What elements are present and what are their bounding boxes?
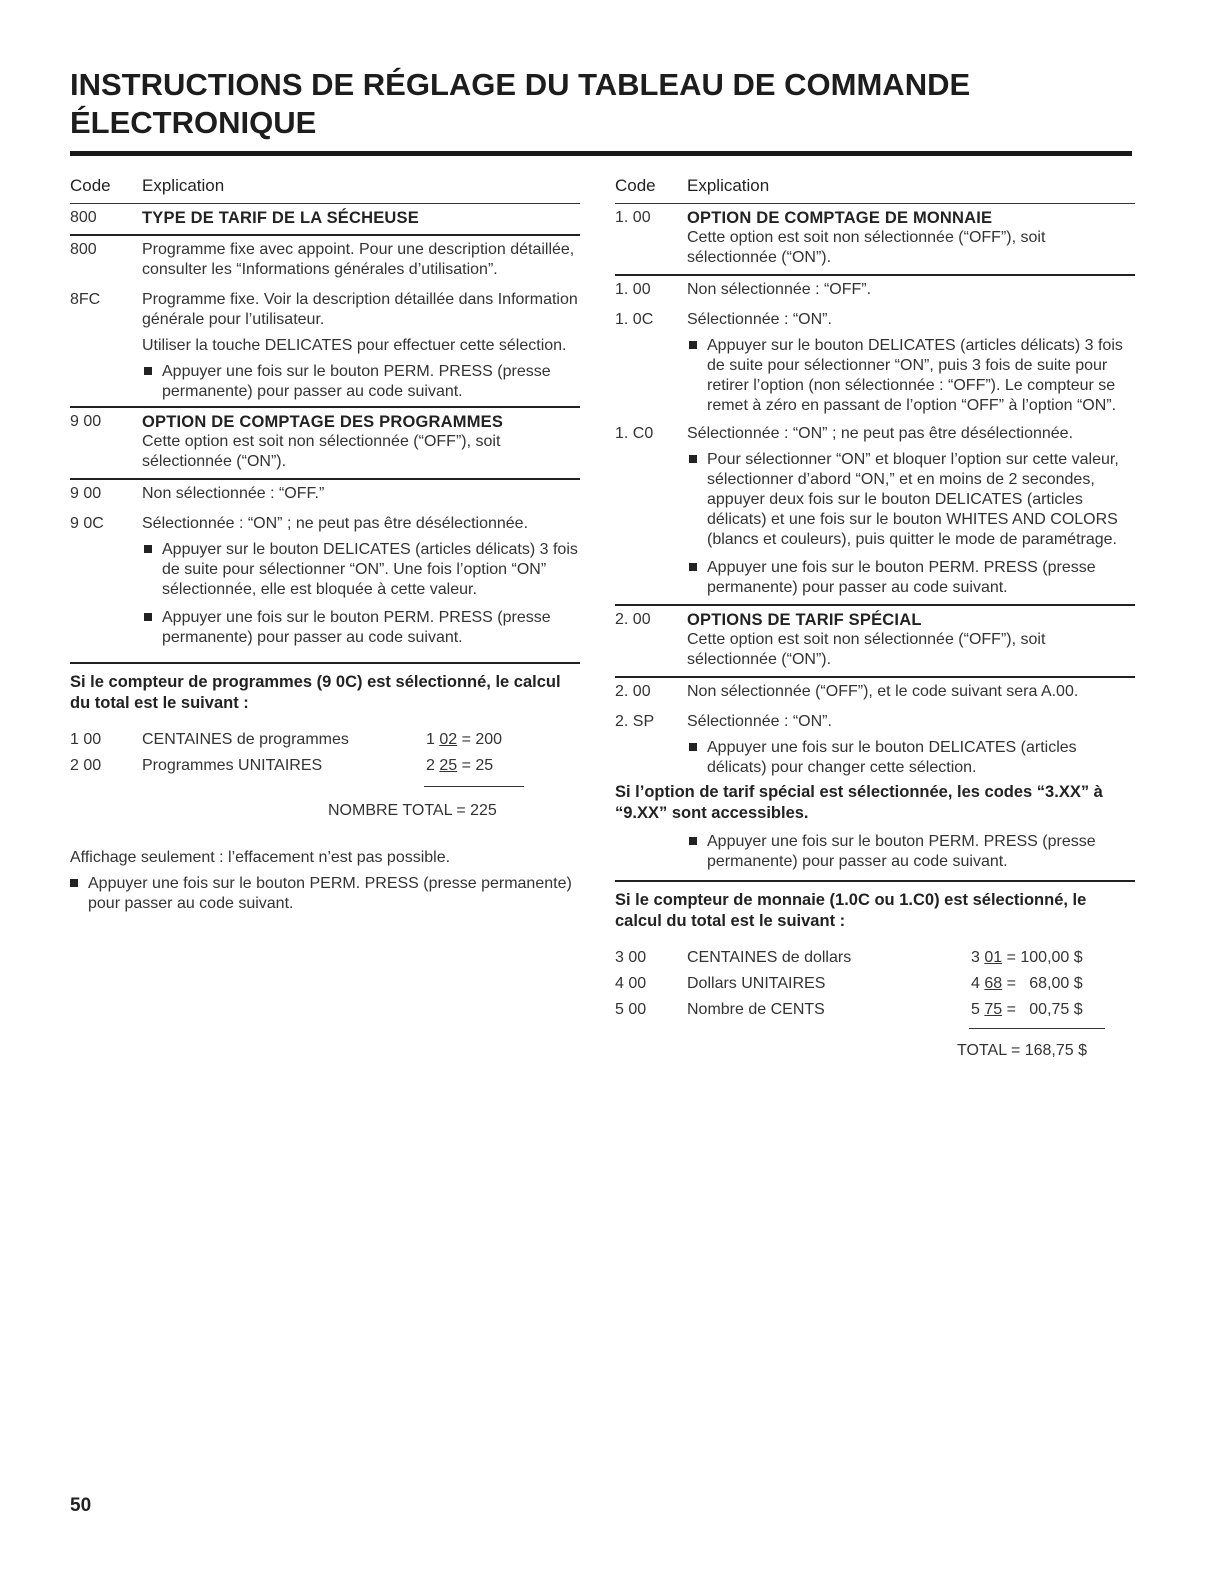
bullet-text: Appuyer une fois sur le bouton PERM. PRESS (presse permanente) pour passer au code suivant. — [88, 875, 572, 912]
section-code: 800 — [70, 209, 97, 226]
row-text: Sélectionnée : “ON” ; ne peut pas être désélectionnée. — [687, 425, 1074, 442]
note-bullet-row — [615, 828, 1135, 872]
left-table-header — [70, 176, 580, 203]
row-code: 1. 00 — [615, 281, 651, 298]
title-line-1: INSTRUCTIONS DE RÉGLAGE DU TABLEAU DE COMMANDE — [70, 67, 971, 102]
divider — [615, 203, 1135, 204]
divider — [615, 274, 1135, 276]
calc-row — [70, 756, 580, 776]
divider — [615, 604, 1135, 606]
bullet-text: Appuyer une fois sur le bouton PERM. PRESS (presse permanente) pour passer au code suivant. — [162, 363, 551, 400]
bullet-item — [687, 558, 1135, 598]
section-100 — [615, 208, 1135, 268]
calc-label: Nombre de CENTS — [687, 1001, 825, 1018]
section-code: 2. 00 — [615, 611, 651, 628]
divider — [70, 662, 580, 664]
bullet-text: Appuyer sur le bouton DELICATES (articles délicats) 3 fois de suite pour sélectionner “ON”, puis 3 fois de suite pour retirer l’option (non sélectionnée : “OFF”). Le compteur se remet à zéro en passant de l’option “OFF” à l’option “ON”. — [707, 337, 1123, 414]
calc-total: NOMBRE TOTAL = 225 — [328, 802, 497, 819]
calc-row — [615, 974, 1135, 994]
calc-row — [615, 948, 1135, 968]
section-description: Cette option est soit non sélectionnée (“OFF”), soit sélectionnée (“ON”). — [687, 229, 1046, 266]
bullet-square-icon — [689, 455, 697, 463]
bullet-item — [687, 450, 1135, 550]
calc-code: 2 00 — [70, 757, 102, 774]
calc-code: 1 00 — [70, 731, 102, 748]
divider — [615, 676, 1135, 678]
page-title — [70, 66, 1130, 142]
bullet-text: Appuyer une fois sur le bouton DELICATES (articles délicats) pour changer cette sélection. — [707, 739, 1077, 776]
bullet-square-icon — [689, 563, 697, 571]
divider — [70, 406, 580, 408]
bullet-text: Appuyer une fois sur le bouton PERM. PRESS (presse permanente) pour passer au code suivant. — [707, 833, 1096, 870]
section-title: OPTIONS DE TARIF SPÉCIAL — [687, 611, 922, 629]
bullet-square-icon — [144, 367, 152, 375]
row-100 — [615, 280, 1135, 306]
calculation-table — [615, 948, 1135, 1068]
calc-value: 3 01 = 100,00 $ — [971, 949, 1083, 966]
calc-code: 3 00 — [615, 949, 647, 966]
header-code: Code — [615, 176, 656, 195]
row-1c0 — [615, 424, 1135, 598]
bullet-square-icon — [144, 613, 152, 621]
right-column — [615, 176, 1135, 1068]
bullet-item — [687, 336, 1135, 416]
section-code: 9 00 — [70, 413, 102, 430]
bullet-item — [142, 608, 580, 648]
calculation-table — [70, 730, 580, 840]
bullet-item — [142, 362, 580, 402]
bullet-item — [70, 874, 580, 914]
row-10c — [615, 310, 1135, 416]
row-text: Sélectionnée : “ON” ; ne peut pas être désélectionnée. — [142, 515, 529, 532]
calculation-note: Si le compteur de monnaie (1.0C ou 1.C0) est sélectionné, le calcul du total est le suivant : — [615, 891, 1087, 930]
calc-code: 4 00 — [615, 975, 647, 992]
header-explication: Explication — [142, 176, 225, 195]
page-number: 50 — [70, 1495, 92, 1516]
row-text: Non sélectionnée : “OFF.” — [142, 485, 325, 502]
row-text: Programme fixe. Voir la description détaillée dans Information générale pour l’utilisateur. — [142, 291, 578, 328]
bullet-square-icon — [689, 743, 697, 751]
row-code: 2. SP — [615, 713, 655, 730]
bullet-square-icon — [689, 837, 697, 845]
bullet-square-icon — [144, 545, 152, 553]
bullet-item — [687, 832, 1135, 872]
divider — [70, 203, 580, 204]
section-description: Cette option est soit non sélectionnée (“OFF”), soit sélectionnée (“ON”). — [142, 433, 501, 470]
section-200 — [615, 610, 1135, 670]
right-table-header — [615, 176, 1135, 203]
row-code: 9 00 — [70, 485, 102, 502]
section-code: 1. 00 — [615, 209, 651, 226]
row-90c — [70, 514, 580, 648]
divider — [70, 234, 580, 236]
row-text: Utiliser la touche DELICATES pour effectuer cette sélection. — [142, 337, 567, 354]
sum-line — [969, 1028, 1105, 1029]
row-code: 1. C0 — [615, 425, 654, 442]
row-code: 1. 0C — [615, 311, 654, 328]
calculation-note: Si le compteur de programmes (9 0C) est sélectionné, le calcul du total est le suivant : — [70, 673, 561, 712]
header-explication: Explication — [687, 176, 770, 195]
sum-line — [424, 786, 524, 787]
section-title: TYPE DE TARIF DE LA SÉCHEUSE — [142, 209, 419, 227]
title-line-2: ÉLECTRONIQUE — [70, 105, 317, 140]
calc-row — [70, 730, 580, 750]
calc-total: TOTAL = 168,75 $ — [957, 1042, 1088, 1059]
row-2sp — [615, 712, 1135, 778]
bullet-item — [142, 540, 580, 600]
bullet-text: Appuyer une fois sur le bouton PERM. PRESS (presse permanente) pour passer au code suivant. — [162, 609, 551, 646]
calc-value: 5 75 = 00,75 $ — [971, 1001, 1083, 1018]
row-text: Non sélectionnée : “OFF”. — [687, 281, 872, 298]
section-title: OPTION DE COMPTAGE DE MONNAIE — [687, 209, 993, 227]
calc-label: Dollars UNITAIRES — [687, 975, 826, 992]
section-900 — [70, 412, 580, 472]
section-800 — [70, 208, 580, 228]
row-text: Non sélectionnée (“OFF”), et le code suivant sera A.00. — [687, 683, 1079, 700]
calc-value: 1 02 = 200 — [426, 731, 503, 748]
calc-label: CENTAINES de dollars — [687, 949, 852, 966]
display-note: Affichage seulement : l’effacement n’est pas possible. — [70, 849, 451, 866]
bullet-square-icon — [70, 879, 78, 887]
row-code: 8FC — [70, 291, 101, 308]
row-text: Sélectionnée : “ON”. — [687, 713, 832, 730]
row-text: Sélectionnée : “ON”. — [687, 311, 832, 328]
section-title: OPTION DE COMPTAGE DES PROGRAMMES — [142, 413, 504, 431]
calc-label: CENTAINES de programmes — [142, 731, 349, 748]
row-code: 800 — [70, 241, 97, 258]
row-code: 2. 00 — [615, 683, 651, 700]
calc-label: Programmes UNITAIRES — [142, 757, 323, 774]
special-rate-note: Si l’option de tarif spécial est sélectionnée, les codes “3.XX” à “9.XX” sont accessibles. — [615, 783, 1103, 822]
calc-value: 2 25 = 25 — [426, 757, 494, 774]
row-text: Programme fixe avec appoint. Pour une description détaillée, consulter les “Informations générales d’utilisation”. — [142, 241, 575, 278]
bullet-item — [687, 738, 1135, 778]
row-800 — [70, 240, 580, 286]
calc-value: 4 68 = 68,00 $ — [971, 975, 1083, 992]
section-description: Cette option est soit non sélectionnée (“OFF”), soit sélectionnée (“ON”). — [687, 631, 1046, 668]
calc-row — [615, 1000, 1135, 1020]
row-8fc — [70, 290, 580, 402]
left-column — [70, 176, 580, 914]
header-code: Code — [70, 176, 111, 195]
row-code: 9 0C — [70, 515, 104, 532]
divider — [70, 478, 580, 480]
bullet-text: Pour sélectionner “ON” et bloquer l’option sur cette valeur, sélectionner d’abord “ON,” et en moins de 2 secondes, appuyer deux fois sur le bouton DELICATES (articles délicats) et une fois sur le bouton WHITES AND COLORS (blancs et couleurs), puis quitter le mode de paramétrage. — [707, 451, 1119, 548]
bullet-square-icon — [689, 341, 697, 349]
divider — [615, 880, 1135, 882]
row-200 — [615, 682, 1135, 708]
row-900 — [70, 484, 580, 510]
title-rule — [70, 151, 1132, 156]
bullet-text: Appuyer une fois sur le bouton PERM. PRESS (presse permanente) pour passer au code suivant. — [707, 559, 1096, 596]
calc-code: 5 00 — [615, 1001, 647, 1018]
bullet-text: Appuyer sur le bouton DELICATES (articles délicats) 3 fois de suite pour sélectionner “ON”. Une fois l’option “ON” sélectionnée, elle est bloquée à cette valeur. — [162, 541, 578, 598]
